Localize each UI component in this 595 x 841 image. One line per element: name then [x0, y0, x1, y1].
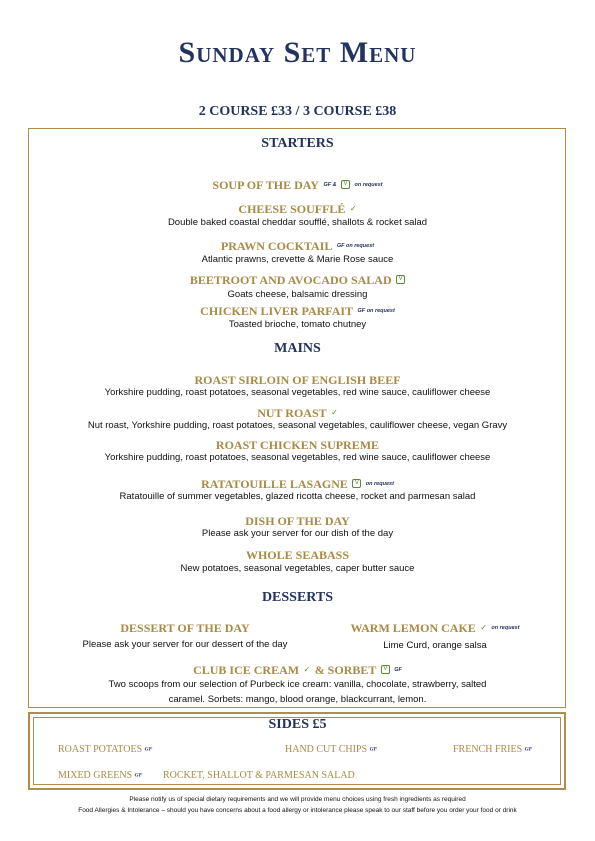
dietary-tag: GF: [144, 746, 153, 753]
dish-description: Toasted brioche, tomato chutney: [228, 319, 367, 330]
side-item: [163, 770, 355, 781]
dietary-tag: GF: [369, 746, 378, 753]
dish-name: RATATOUILLE LASAGNE: [201, 477, 348, 491]
side-name: MIXED GREENS: [58, 770, 133, 781]
side-item: [58, 744, 152, 755]
allergy-notice: Food Allergies & Intolerance – should you have concerns about a food allergy or intolerance please speak to our staff before you order your food or drink: [78, 807, 517, 814]
vegan-icon: V: [352, 479, 361, 488]
side-item: [453, 744, 532, 755]
starter-beetroot: [0, 271, 595, 289]
dish-description: Atlantic prawns, crevette & Marie Rose sauce: [201, 254, 394, 265]
dish-name: CLUB ICE CREAM: [193, 663, 300, 677]
dietary-tag: GF &: [323, 181, 337, 188]
dish-description: Lime Curd, orange salsa: [383, 640, 487, 651]
price-line: 2 COURSE £33 / 3 COURSE £38: [198, 104, 397, 119]
dish-description: Goats cheese, balsamic dressing: [227, 289, 368, 300]
vegetarian-icon: ✓: [349, 204, 357, 214]
dish-description: Two scoops from our selection of Purbeck ice cream: vanilla, chocolate, strawberry, salted: [108, 679, 487, 690]
dietary-tag: on request: [491, 624, 520, 631]
dish-name: NUT ROAST: [257, 406, 327, 420]
dish-name: CHEESE SOUFFLÉ: [238, 202, 346, 216]
dish-name: BEETROOT AND AVOCADO SALAD: [189, 273, 392, 287]
starter-prawn: [0, 237, 595, 255]
starter-souffle: [0, 200, 595, 218]
starters-heading: STARTERS: [261, 136, 334, 151]
dietary-notice: Please notify us of special dietary requirements and we will provide menu choices using fresh ingredients as required: [129, 796, 466, 803]
desserts-heading: DESSERTS: [261, 590, 334, 605]
side-item: [58, 770, 142, 781]
side-name: ROCKET, SHALLOT & PARMESAN SALAD: [163, 770, 355, 781]
dish-description: Yorkshire pudding, roast potatoes, seasonal vegetables, red wine sauce, cauliflower cheese: [104, 387, 491, 398]
dietary-tag-note: on request: [354, 181, 383, 188]
dish-description: Yorkshire pudding, roast potatoes, seasonal vegetables, red wine sauce, cauliflower cheese: [104, 452, 491, 463]
sides-heading: SIDES £5: [268, 717, 327, 732]
vegetarian-icon: ✓: [331, 408, 338, 418]
mains-heading: MAINS: [274, 341, 321, 356]
dish-name: SOUP OF THE DAY: [212, 178, 319, 192]
dish-name: WHOLE SEABASS: [245, 548, 350, 562]
dietary-tag: GF: [134, 772, 143, 779]
side-item: [285, 744, 377, 755]
dish-name: PRAWN COCKTAIL: [220, 239, 333, 253]
dish-name: DESSERT OF THE DAY: [120, 621, 250, 635]
dietary-tag: GF on request: [336, 242, 375, 249]
dish-name: DISH OF THE DAY: [245, 514, 350, 528]
dish-name: ROAST CHICKEN SUPREME: [215, 438, 380, 452]
dish-description: Ratatouille of summer vegetables, glazed ricotta cheese, rocket and parmesan salad: [119, 491, 476, 502]
dietary-tag: on request: [365, 480, 394, 487]
dessert-lemon-cake: [330, 619, 540, 651]
starter-parfait: [0, 302, 595, 320]
vegetarian-icon: ✓: [303, 665, 311, 675]
dish-name: ROAST SIRLOIN OF ENGLISH BEEF: [194, 373, 401, 387]
main-seabass: [0, 546, 595, 564]
starter-soup: [0, 176, 595, 194]
dish-name-cont: & SORBET: [314, 663, 377, 677]
dish-name: WARM LEMON CAKE: [350, 621, 476, 635]
dish-description: New potatoes, seasonal vegetables, caper butter sauce: [180, 563, 415, 574]
dessert-ice-cream: [0, 661, 595, 679]
dessert-of-day: [60, 621, 310, 650]
dish-name: CHICKEN LIVER PARFAIT: [200, 304, 354, 318]
dish-description: Double baked coastal cheddar soufflé, shallots & rocket salad: [167, 217, 428, 228]
vegetarian-icon: ✓: [480, 623, 487, 633]
dish-description: Please ask your server for our dessert of the day: [82, 639, 288, 650]
dish-description-cont: caramel. Sorbets: mango, blood orange, blackcurrant, lemon.: [168, 694, 427, 705]
menu-title: Sunday Set Menu: [178, 36, 417, 69]
side-name: FRENCH FRIES: [453, 744, 523, 755]
dietary-tag: GF on request: [357, 307, 395, 314]
vegan-icon: V: [396, 275, 405, 284]
dish-description: Nut roast, Yorkshire pudding, roast potatoes, seasonal vegetables, cauliflower cheese, vegan Gravy: [87, 420, 508, 431]
dietary-tag: GF: [524, 746, 533, 753]
side-name: HAND CUT CHIPS: [285, 744, 368, 755]
vegan-icon: V: [341, 180, 350, 189]
side-name: ROAST POTATOES: [58, 744, 143, 755]
dietary-tag: GF: [394, 666, 402, 673]
dish-description: Please ask your server for our dish of the day: [201, 528, 394, 539]
vegan-icon: V: [381, 665, 390, 674]
